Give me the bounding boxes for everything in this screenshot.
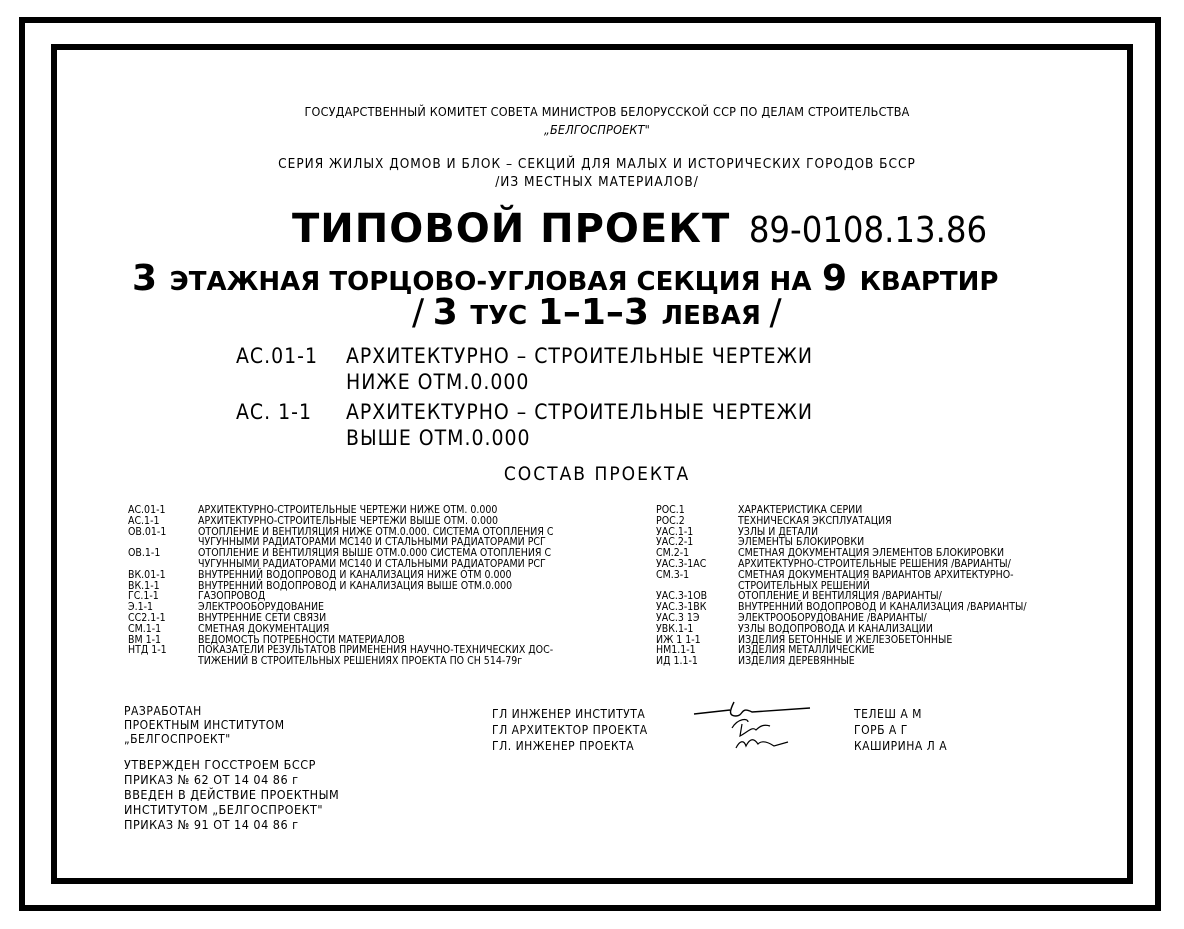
code-part-c: 1–1–3	[537, 292, 649, 333]
signatory-name: ГОРБ А Г	[854, 723, 908, 737]
approval-line: ПРИКАЗ № 91 ОТ 14 04 86 г	[124, 817, 299, 832]
list-item: ЧУГУННЫМИ РАДИАТОРАМИ МС140 И СТАЛЬНЫМИ РАДИАТОРАМИ РСГ	[198, 536, 546, 549]
slash-close: /	[769, 292, 782, 333]
signatory-name: КАШИРИНА Л А	[854, 739, 948, 753]
list-item: ИЖ 1 1-1 ИЗДЕЛИЯ БЕТОННЫЕ И ЖЕЛЕЗОБЕТОННЫЕ	[656, 633, 953, 646]
list-item: УАС.2-1 ЭЛЕМЕНТЫ БЛОКИРОВКИ	[656, 536, 865, 549]
floors-count: 3	[132, 258, 158, 299]
signatory-names	[854, 706, 947, 754]
slash-open: /	[412, 292, 425, 333]
org-line: ГОСУДАРСТВЕННЫЙ КОМИТЕТ СОВЕТА МИНИСТРОВ БЕЛОРУССКОЙ ССР ПО ДЕЛАМ СТРОИТЕЛЬСТВА	[304, 104, 910, 119]
signatory-role: ГЛ. ИНЖЕНЕР ПРОЕКТА	[492, 739, 635, 753]
list-item: РОС.1 ХАРАКТЕРИСТИКА СЕРИИ	[656, 504, 863, 516]
list-item: НМ1.1-1 ИЗДЕЛИЯ МЕТАЛЛИЧЕСКИЕ	[656, 644, 875, 657]
code-part-d: ЛЕВАЯ	[661, 301, 761, 331]
list-item: УАС.3-1АС АРХИТЕКТУРНО-СТРОИТЕЛЬНЫЕ РЕШЕНИЯ /ВАРИАНТЫ/	[656, 557, 1011, 570]
list-item: СТРОИТЕЛЬНЫХ РЕШЕНИЙ	[738, 579, 870, 592]
list-item: СМ.3-1 СМЕТНАЯ ДОКУМЕНТАЦИЯ ВАРИАНТОВ АРХИТЕКТУРНО-	[656, 568, 1014, 581]
signatory-role: ГЛ АРХИТЕКТОР ПРОЕКТА	[492, 723, 648, 737]
album-1-sub: НИЖЕ ОТМ.0.000	[346, 370, 530, 394]
series-subtitle: /ИЗ МЕСТНЫХ МАТЕРИАЛОВ/	[495, 174, 699, 190]
list-item: ВК.01-1 ВНУТРЕННИЙ ВОДОПРОВОД И КАНАЛИЗАЦИЯ НИЖЕ ОТМ 0.000	[128, 568, 512, 581]
list-item: АС.1-1 АРХИТЕКТУРНО-СТРОИТЕЛЬНЫЕ ЧЕРТЕЖИ ВЫШЕ ОТМ. 0.000	[128, 514, 498, 527]
project-number: 89-0108.13.86	[748, 210, 988, 251]
code-part-b: ТУС	[470, 301, 528, 331]
approval-line: УТВЕРЖДЕН ГОССТРОЕМ БССР	[124, 757, 316, 772]
developed-line-2: ПРОЕКТНЫМ ИНСТИТУТОМ	[124, 718, 285, 732]
signatory-roles	[492, 706, 648, 754]
signatory-role: ГЛ ИНЖЕНЕР ИНСТИТУТА	[492, 707, 646, 721]
composition-title: СОСТАВ ПРОЕКТА	[503, 463, 691, 485]
approval-line: ВВЕДЕН В ДЕЙСТВИЕ ПРОЕКТНЫМ	[124, 787, 340, 802]
org-name: „БЕЛГОСПРОЕКТ"	[543, 122, 651, 137]
album-1-title: АРХИТЕКТУРНО – СТРОИТЕЛЬНЫЕ ЧЕРТЕЖИ	[346, 344, 814, 368]
list-item: ЧУГУННЫМИ РАДИАТОРАМИ МС140 И СТАЛЬНЫМИ РАДИАТОРАМИ РСГ	[198, 557, 546, 570]
signatures-image	[690, 696, 840, 756]
list-item: УАС.3 1Э ЭЛЕКТРООБОРУДОВАНИЕ /ВАРИАНТЫ/	[656, 611, 927, 624]
approval-line: ПРИКАЗ № 62 ОТ 14 04 86 г	[124, 772, 299, 787]
album-1-code: АС.01-1	[236, 344, 318, 368]
list-item: ОВ.1-1 ОТОПЛЕНИЕ И ВЕНТИЛЯЦИЯ ВЫШЕ ОТМ.0.000 СИСТЕМА ОТОПЛЕНИЯ С	[128, 547, 552, 560]
list-item: ВМ 1-1 ВЕДОМОСТЬ ПОТРЕБНОСТИ МАТЕРИАЛОВ	[128, 633, 405, 646]
project-title	[292, 206, 987, 252]
composition-list-left	[128, 505, 628, 667]
signatory-name: ТЕЛЕШ А М	[854, 707, 922, 721]
list-item: УВК.1-1 УЗЛЫ ВОДОПРОВОДА И КАНАЛИЗАЦИИ	[656, 622, 933, 635]
developed-line-3: „БЕЛГОСПРОЕКТ"	[124, 732, 231, 746]
list-item: ТИЖЕНИЙ В СТРОИТЕЛЬНЫХ РЕШЕНИЯХ ПРОЕКТА ПО СН 514-79г	[198, 655, 523, 668]
developed-line-1: РАЗРАБОТАН	[124, 704, 202, 718]
list-item: ОВ.01-1 ОТОПЛЕНИЕ И ВЕНТИЛЯЦИЯ НИЖЕ ОТМ.0.000. СИСТЕМА ОТОПЛЕНИЯ С	[128, 525, 554, 538]
list-item: СС2.1-1 ВНУТРЕННИЕ СЕТИ СВЯЗИ	[128, 611, 327, 624]
section-type: ЭТАЖНАЯ ТОРЦОВО-УГЛОВАЯ СЕКЦИЯ НА	[169, 267, 812, 297]
series-line: СЕРИЯ ЖИЛЫХ ДОМОВ И БЛОК – СЕКЦИЙ ДЛЯ МАЛЫХ И ИСТОРИЧЕСКИХ ГОРОДОВ БССР	[278, 156, 916, 172]
list-item: УАС.1-1 УЗЛЫ И ДЕТАЛИ	[656, 525, 819, 538]
section-code-line	[412, 292, 782, 333]
approval-block	[124, 757, 339, 832]
album-2-sub: ВЫШЕ ОТМ.0.000	[346, 426, 531, 450]
project-label: ТИПОВОЙ ПРОЕКТ	[292, 206, 731, 252]
list-item: СМ.2-1 СМЕТНАЯ ДОКУМЕНТАЦИЯ ЭЛЕМЕНТОВ БЛОКИРОВКИ	[656, 547, 1005, 560]
list-item: УАС.3-1ВК ВНУТРЕННИЙ ВОДОПРОВОД И КАНАЛИЗАЦИЯ /ВАРИАНТЫ/	[656, 601, 1027, 614]
list-item: НТД 1-1 ПОКАЗАТЕЛИ РЕЗУЛЬТАТОВ ПРИМЕНЕНИЯ НАУЧНО-ТЕХНИЧЕСКИХ ДОС-	[128, 644, 554, 657]
list-item: УАС.3-1ОВ ОТОПЛЕНИЕ И ВЕНТИЛЯЦИЯ /ВАРИАНТЫ/	[656, 590, 942, 603]
list-item: АС.01-1 АРХИТЕКТУРНО-СТРОИТЕЛЬНЫЕ ЧЕРТЕЖИ НИЖЕ ОТМ. 0.000	[128, 504, 498, 516]
list-item: ВК.1-1 ВНУТРЕННИЙ ВОДОПРОВОД И КАНАЛИЗАЦИЯ ВЫШЕ ОТМ.0.000	[128, 579, 513, 592]
list-item: Э.1-1 ЭЛЕКТРООБОРУДОВАНИЕ	[128, 601, 324, 614]
list-item: СМ.1-1 СМЕТНАЯ ДОКУМЕНТАЦИЯ	[128, 622, 330, 635]
code-part-a: 3	[432, 292, 458, 333]
list-item: ИД 1.1-1 ИЗДЕЛИЯ ДЕРЕВЯННЫЕ	[656, 655, 855, 668]
apartments-word: КВАРТИР	[859, 267, 999, 297]
approval-line: ИНСТИТУТОМ „БЕЛГОСПРОЕКТ"	[124, 802, 324, 817]
composition-list-right	[656, 505, 1076, 667]
apartments-count: 9	[822, 258, 848, 299]
album-2-title: АРХИТЕКТУРНО – СТРОИТЕЛЬНЫЕ ЧЕРТЕЖИ	[346, 400, 814, 424]
developed-block	[124, 704, 285, 746]
album-2-code: АС. 1-1	[236, 400, 312, 424]
list-item: РОС.2 ТЕХНИЧЕСКАЯ ЭКСПЛУАТАЦИЯ	[656, 514, 892, 527]
list-item: ГС.1-1 ГАЗОПРОВОД	[128, 590, 266, 603]
